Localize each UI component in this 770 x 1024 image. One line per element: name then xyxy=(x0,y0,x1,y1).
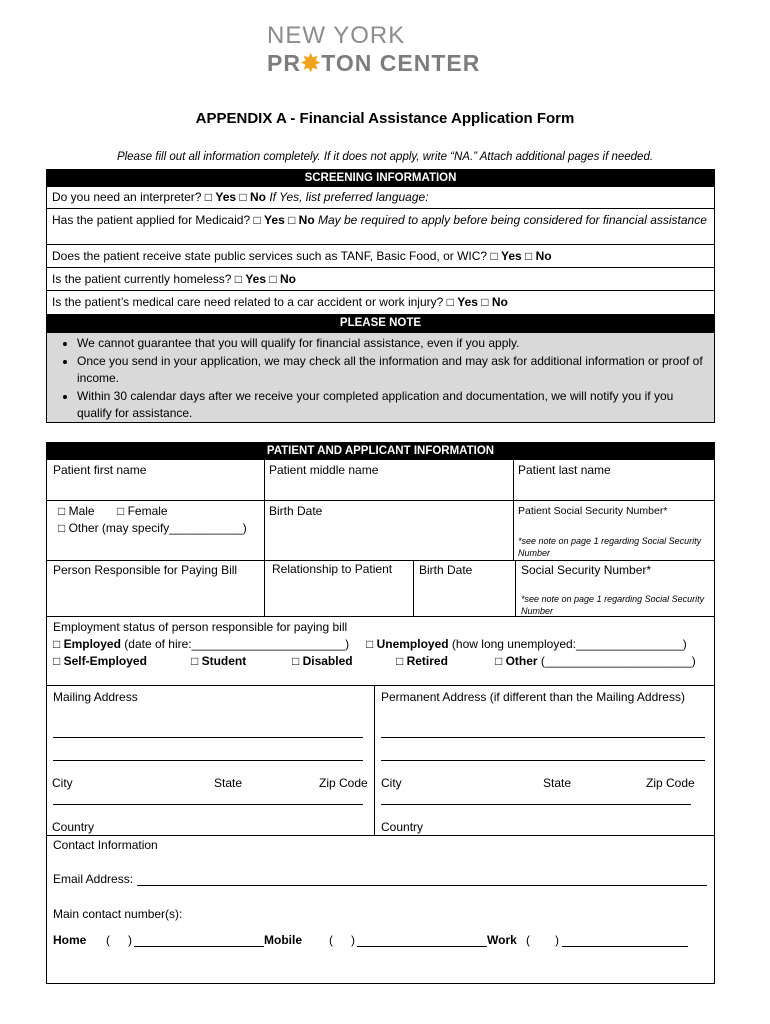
divider xyxy=(46,835,715,836)
resp-ssn-label: Social Security Number* xyxy=(521,563,652,577)
retired-checkbox[interactable] xyxy=(396,653,448,670)
interpreter-yes-checkbox[interactable]: Yes xyxy=(215,190,237,204)
divider xyxy=(513,500,514,560)
q-text: Does the patient receive state public services such as TANF, Basic Food, or WIC? □ xyxy=(52,249,501,263)
work-paren-close: ) xyxy=(555,933,559,947)
mobile-phone-line[interactable] xyxy=(357,946,487,947)
mobile-label xyxy=(264,932,302,949)
divider xyxy=(46,685,715,686)
q-mid: □ xyxy=(521,249,536,263)
divider xyxy=(46,616,715,617)
home-phone-line[interactable] xyxy=(134,946,264,947)
work-label xyxy=(487,932,517,949)
q-mid: □ xyxy=(284,213,299,227)
last-name-label: Patient last name xyxy=(518,463,611,477)
divider xyxy=(515,560,516,617)
permanent-city-label: City xyxy=(381,776,402,790)
birth-date-label: Birth Date xyxy=(269,504,323,518)
mailing-state-label: State xyxy=(214,776,243,790)
q-text: Is the patient’s medical care need related to a car accident or work injury? □ xyxy=(52,295,458,309)
other-employment-field[interactable]: (______________________) xyxy=(537,654,696,668)
page-title: APPENDIX A - Financial Assistance Application Form xyxy=(195,110,575,127)
permanent-state-label: State xyxy=(543,776,572,790)
medicaid-yes-checkbox[interactable]: Yes xyxy=(264,213,285,227)
middle-name-label: Patient middle name xyxy=(269,463,379,477)
screening-row-public-services xyxy=(46,245,715,268)
logo-text-b: TON CENTER xyxy=(321,50,481,76)
logo-line1: NEW YORK xyxy=(267,22,406,49)
screening-row-accident xyxy=(46,291,715,314)
email-line[interactable] xyxy=(137,885,707,886)
email-label: Email Address: xyxy=(53,872,134,886)
divider xyxy=(264,560,265,617)
student-label: □ Student xyxy=(191,654,247,668)
note-item: • We cannot guarantee that you will qualify for financial assistance, even if you apply. xyxy=(77,335,706,353)
accident-no-checkbox[interactable]: No xyxy=(491,295,508,309)
mailing-address-label: Mailing Address xyxy=(53,690,138,704)
ssn-note: *see note on page 1 regarding Social Security Number xyxy=(518,536,702,558)
home-text: Home xyxy=(53,933,87,947)
mailing-line-2[interactable] xyxy=(53,760,363,761)
mailing-line-1[interactable] xyxy=(53,737,363,738)
permanent-city-line[interactable] xyxy=(381,804,691,805)
self-employed-label: □ Self-Employed xyxy=(53,654,147,668)
retired-label: □ Retired xyxy=(396,654,448,668)
employed-checkbox[interactable]: □ Employed xyxy=(53,637,121,651)
divider xyxy=(513,460,514,501)
self-employed-checkbox[interactable] xyxy=(53,653,147,670)
q-text: Has the patient applied for Medicaid? □ xyxy=(52,213,265,227)
employment-row1 xyxy=(53,636,349,653)
q-mid: □ xyxy=(266,272,280,286)
permanent-line-1[interactable] xyxy=(381,737,705,738)
note-header: PLEASE NOTE xyxy=(46,314,715,332)
screening-row-medicaid xyxy=(46,209,715,245)
note-area xyxy=(46,332,715,423)
home-paren-close: ) xyxy=(128,933,132,947)
student-checkbox[interactable] xyxy=(191,653,246,670)
work-text: Work xyxy=(487,933,517,947)
resp-birth-date-label: Birth Date xyxy=(419,563,473,577)
work-paren-open: ( xyxy=(526,933,530,947)
q-mid: □ xyxy=(477,295,492,309)
relationship-label: Relationship to Patient xyxy=(272,562,393,576)
logo-text-a: PR xyxy=(267,50,301,76)
q-text: Is the patient currently homeless? □ xyxy=(52,272,246,286)
mailing-city-line[interactable] xyxy=(53,804,363,805)
permanent-zip-label: Zip Code xyxy=(646,776,695,790)
public-services-yes-checkbox[interactable]: Yes xyxy=(501,249,522,263)
permanent-address-label: Permanent Address (if different than the Mailing Address) xyxy=(381,690,685,704)
note-item: • Within 30 calendar days after we receive your completed application and documentation, we will notify you if you qualify for assistance. xyxy=(77,388,706,423)
mailing-zip-label: Zip Code xyxy=(319,776,368,790)
accident-yes-checkbox[interactable]: Yes xyxy=(457,295,478,309)
disabled-label: □ Disabled xyxy=(292,654,353,668)
work-phone-line[interactable] xyxy=(562,946,688,947)
other-employment-checkbox[interactable]: □ Other xyxy=(495,654,538,668)
interpreter-no-checkbox[interactable]: No xyxy=(249,190,266,204)
q-mid: □ xyxy=(236,190,250,204)
note-item: • Once you send in your application, we may check all the information and may ask for additional information or proof of income. xyxy=(77,353,706,388)
other-employment xyxy=(495,653,696,670)
employment-label: Employment status of person responsible for paying bill xyxy=(53,620,348,634)
screening-row-interpreter xyxy=(46,186,715,209)
unemployed-duration-field[interactable]: (how long unemployed:________________) xyxy=(448,637,687,651)
homeless-yes-checkbox[interactable]: Yes xyxy=(245,272,267,286)
employed-date-field[interactable]: (date of hire:_______________________) xyxy=(120,637,350,651)
unemployed-checkbox[interactable]: □ Unemployed xyxy=(366,637,449,651)
gender-other-checkbox[interactable]: □ Other (may specify___________) xyxy=(58,521,247,535)
q-tail: If Yes, list preferred language: xyxy=(265,190,429,204)
mailing-city-label: City xyxy=(52,776,73,790)
home-label xyxy=(53,932,86,949)
logo-line2 xyxy=(267,50,480,77)
divider xyxy=(413,560,414,617)
employment-row1b xyxy=(366,636,687,653)
responsible-label: Person Responsible for Paying Bill xyxy=(53,563,238,577)
intro-instructions: Please fill out all information completely. If it does not apply, write “NA.” Attach additional pages if needed. xyxy=(116,151,654,163)
logo-star-icon: ✸ xyxy=(300,50,322,76)
ssn-label: Patient Social Security Number* xyxy=(518,505,668,517)
mobile-paren-close: ) xyxy=(351,933,355,947)
permanent-line-2[interactable] xyxy=(381,760,705,761)
divider xyxy=(46,500,715,501)
q-text: Do you need an interpreter? □ xyxy=(52,190,216,204)
medicaid-no-checkbox[interactable]: No xyxy=(298,213,315,227)
gender-female-checkbox[interactable]: □ Female xyxy=(117,504,168,518)
main-numbers-label: Main contact number(s): xyxy=(53,907,183,921)
screening-row-homeless xyxy=(46,268,715,291)
gender-male-checkbox[interactable]: □ Male xyxy=(58,504,95,518)
divider xyxy=(374,685,375,835)
patient-header: PATIENT AND APPLICANT INFORMATION xyxy=(46,442,715,460)
resp-ssn-note: *see note on page 1 regarding Social Security Number xyxy=(521,594,705,616)
disabled-checkbox[interactable] xyxy=(292,653,353,670)
mobile-text: Mobile xyxy=(264,933,302,947)
permanent-country-label: Country xyxy=(381,820,424,834)
homeless-no-checkbox[interactable]: No xyxy=(279,272,296,286)
q-tail: May be required to apply before being considered for financial assistance xyxy=(314,213,707,227)
divider xyxy=(264,460,265,501)
screening-header: SCREENING INFORMATION xyxy=(46,169,715,187)
home-paren-open: ( xyxy=(106,933,110,947)
divider xyxy=(264,500,265,560)
public-services-no-checkbox[interactable]: No xyxy=(535,249,552,263)
mobile-paren-open: ( xyxy=(329,933,333,947)
note-list xyxy=(55,335,706,423)
first-name-label: Patient first name xyxy=(53,463,147,477)
contact-label: Contact Information xyxy=(53,838,158,852)
mailing-country-label: Country xyxy=(52,820,95,834)
